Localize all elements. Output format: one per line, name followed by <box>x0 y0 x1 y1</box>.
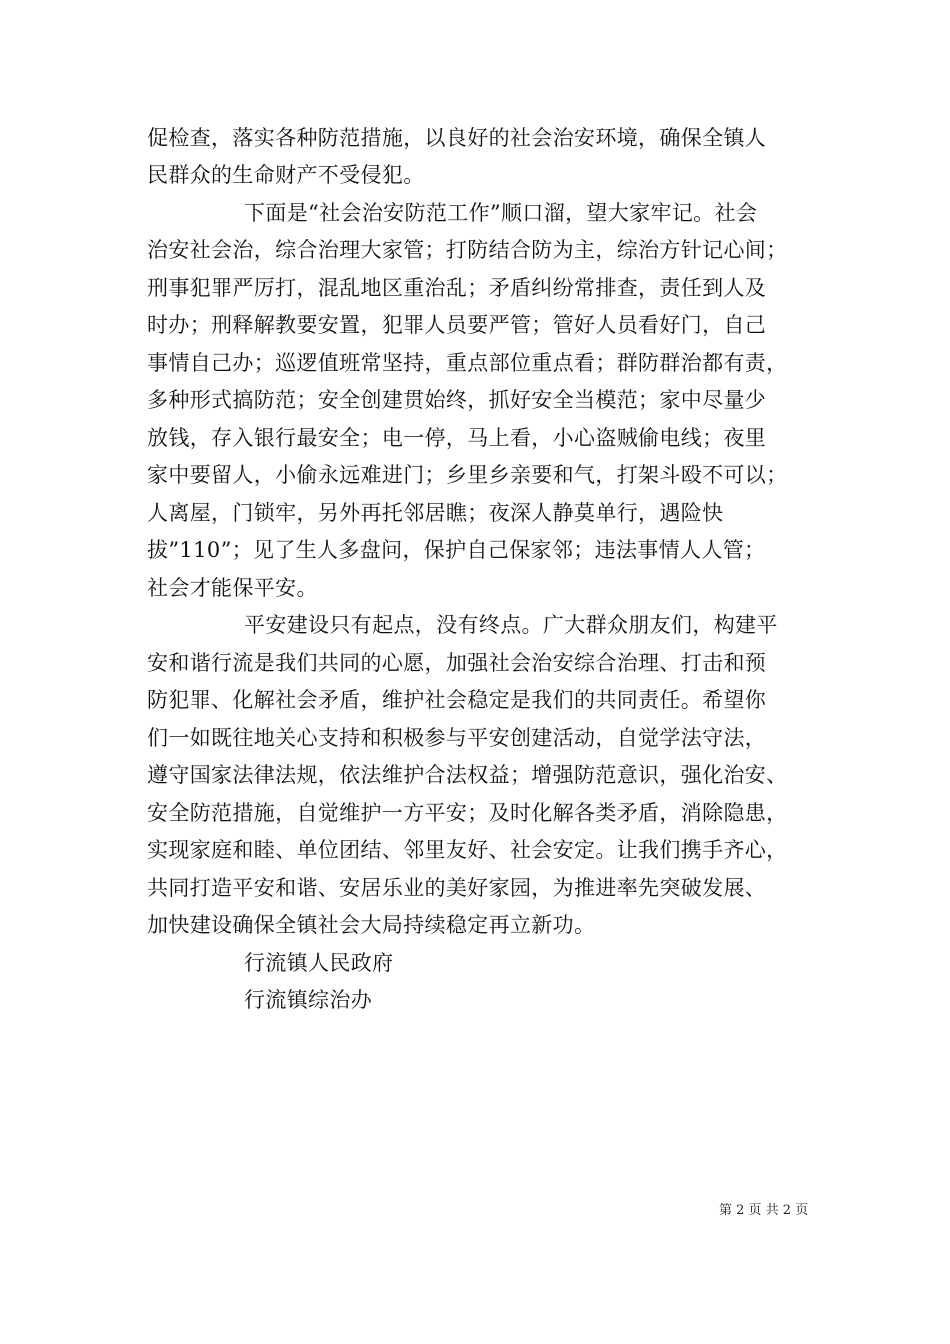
paragraph-3-line-7: 实现家庭和睦、单位团结、邻里友好、社会安定。让我们携手齐心， <box>147 838 788 862</box>
paragraph-1-line-2: 民群众的生命财产不受侵犯。 <box>147 163 425 187</box>
paragraph-2-line-10: 拔”110”；见了生人多盘问，保护自己保家邻；违法事情人人管； <box>147 538 766 562</box>
paragraph-3-line-2: 安和谐行流是我们共同的心愿，加强社会治安综合治理、打击和预 <box>147 651 767 675</box>
paragraph-3-line-5: 遵守国家法律法规，依法维护合法权益；增强防范意识，强化治安、 <box>147 763 788 787</box>
paragraph-2-line-6: 多种形式搞防范；安全创建贯始终，抓好安全当模范；家中尽量少 <box>147 388 767 412</box>
paragraph-2-line-3: 刑事犯罪严厉打，混乱地区重治乱；矛盾纠纷常排查，责任到人及 <box>147 276 767 300</box>
paragraph-2-line-5: 事情自己办；巡逻值班常坚持，重点部位重点看；群防群治都有责， <box>147 351 788 375</box>
page-number-footer: 第 2 页 共 2 页 <box>719 1203 809 1218</box>
paragraph-3-line-8: 共同打造平安和谐、安居乐业的美好家园，为推进率先突破发展、 <box>147 876 767 900</box>
paragraph-2-line-8: 家中要留人，小偷永远难进门；乡里乡亲要和气，打架斗殴不可以； <box>147 463 788 487</box>
signature-government: 行流镇人民政府 <box>244 951 394 975</box>
paragraph-1-line-1: 促检查，落实各种防范措施，以良好的社会治安环境，确保全镇人 <box>147 126 767 150</box>
paragraph-3-line-3: 防犯罪、化解社会矛盾，维护社会稳定是我们的共同责任。希望你 <box>147 688 767 712</box>
paragraph-3-line-9: 加快建设确保全镇社会大局持续稳定再立新功。 <box>147 913 596 937</box>
paragraph-2-line-7: 放钱，存入银行最安全；电一停，马上看，小心盗贼偷电线；夜里 <box>147 426 767 450</box>
signature-office: 行流镇综治办 <box>244 988 373 1012</box>
paragraph-2-line-4: 时办；刑释解教要安置，犯罪人员要严管；管好人员看好门，自己 <box>147 313 767 337</box>
paragraph-2-line-1: 下面是“社会治安防范工作”顺口溜，望大家牢记。社会 <box>244 201 758 225</box>
paragraph-2-line-9: 人离屋，门锁牢，另外再托邻居瞧；夜深人静莫单行，遇险快 <box>147 501 724 525</box>
paragraph-3-line-1: 平安建设只有起点，没有终点。广大群众朋友们，构建平 <box>244 613 778 637</box>
paragraph-3-line-6: 安全防范措施，自觉维护一方平安；及时化解各类矛盾，消除隐患， <box>147 801 788 825</box>
paragraph-2-line-2: 治安社会治，综合治理大家管；打防结合防为主，综治方针记心间； <box>147 238 788 262</box>
paragraph-3-line-4: 们一如既往地关心支持和积极参与平安创建活动，自觉学法守法， <box>147 726 767 750</box>
paragraph-2-line-11: 社会才能保平安。 <box>147 576 318 600</box>
